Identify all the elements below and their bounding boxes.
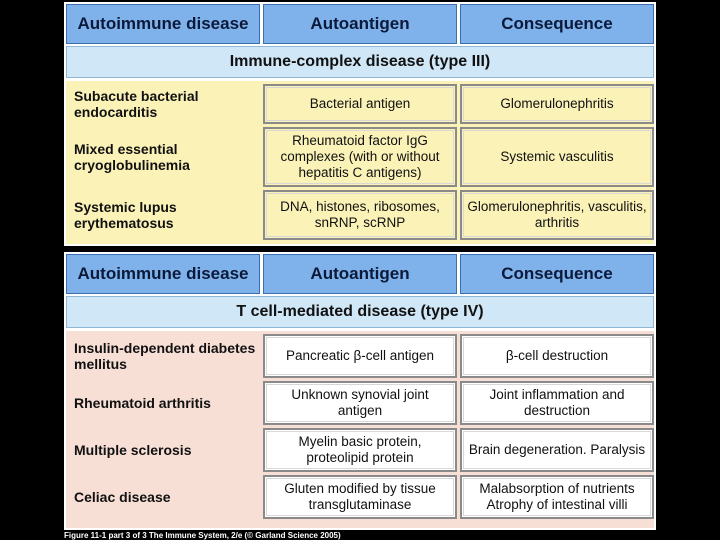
table-row xyxy=(66,84,654,124)
disease-cell: Mixed essential cryoglobulinemia xyxy=(66,127,260,187)
section-title-type-iii: Immune-complex disease (type III) xyxy=(66,46,654,78)
autoantigen-cell: Rheumatoid factor IgG complexes (with or without hepatitis C antigens) xyxy=(263,127,457,187)
table-header xyxy=(66,254,654,294)
header-consequence: Consequence xyxy=(460,4,654,44)
table-header xyxy=(66,4,654,44)
table-row xyxy=(66,475,654,519)
consequence-cell: Joint inflammation and destruction xyxy=(460,381,654,425)
consequence-cell: Glomerulonephritis, vasculitis, arthritis xyxy=(460,190,654,240)
table-row xyxy=(66,381,654,425)
table-row xyxy=(66,127,654,187)
autoantigen-cell: Myelin basic protein, proteolipid protein xyxy=(263,428,457,472)
consequence-cell: Glomerulonephritis xyxy=(460,84,654,124)
table-panel-type-iv xyxy=(64,252,656,530)
table-row xyxy=(66,428,654,472)
table-panel-type-iii xyxy=(64,2,656,246)
section-rows-type-iv xyxy=(66,331,654,528)
disease-cell: Insulin-dependent diabetes mellitus xyxy=(66,334,260,378)
disease-cell: Multiple sclerosis xyxy=(66,428,260,472)
section-rows-type-iii xyxy=(66,81,654,244)
section-title-type-iv: T cell-mediated disease (type IV) xyxy=(66,296,654,328)
consequence-cell: Brain degeneration. Paralysis xyxy=(460,428,654,472)
disease-cell: Rheumatoid arthritis xyxy=(66,381,260,425)
consequence-cell: Systemic vasculitis xyxy=(460,127,654,187)
header-autoantigen: Autoantigen xyxy=(263,4,457,44)
consequence-cell: β-cell destruction xyxy=(460,334,654,378)
autoantigen-cell: Unknown synovial joint antigen xyxy=(263,381,457,425)
autoantigen-cell: Bacterial antigen xyxy=(263,84,457,124)
table-row xyxy=(66,334,654,378)
header-autoantigen: Autoantigen xyxy=(263,254,457,294)
figure-caption: Figure 11-1 part 3 of 3 The Immune System, 2/e (© Garland Science 2005) xyxy=(64,531,341,540)
header-consequence: Consequence xyxy=(460,254,654,294)
disease-cell: Celiac disease xyxy=(66,475,260,519)
disease-cell: Subacute bacterial endocarditis xyxy=(66,84,260,124)
consequence-cell: Malabsorption of nutrients Atrophy of intestinal villi xyxy=(460,475,654,519)
table-row xyxy=(66,190,654,240)
autoantigen-cell: Pancreatic β-cell antigen xyxy=(263,334,457,378)
header-autoimmune-disease: Autoimmune disease xyxy=(66,4,260,44)
autoantigen-cell: Gluten modified by tissue transglutaminase xyxy=(263,475,457,519)
header-autoimmune-disease: Autoimmune disease xyxy=(66,254,260,294)
disease-cell: Systemic lupus erythematosus xyxy=(66,190,260,240)
autoantigen-cell: DNA, histones, ribosomes, snRNP, scRNP xyxy=(263,190,457,240)
